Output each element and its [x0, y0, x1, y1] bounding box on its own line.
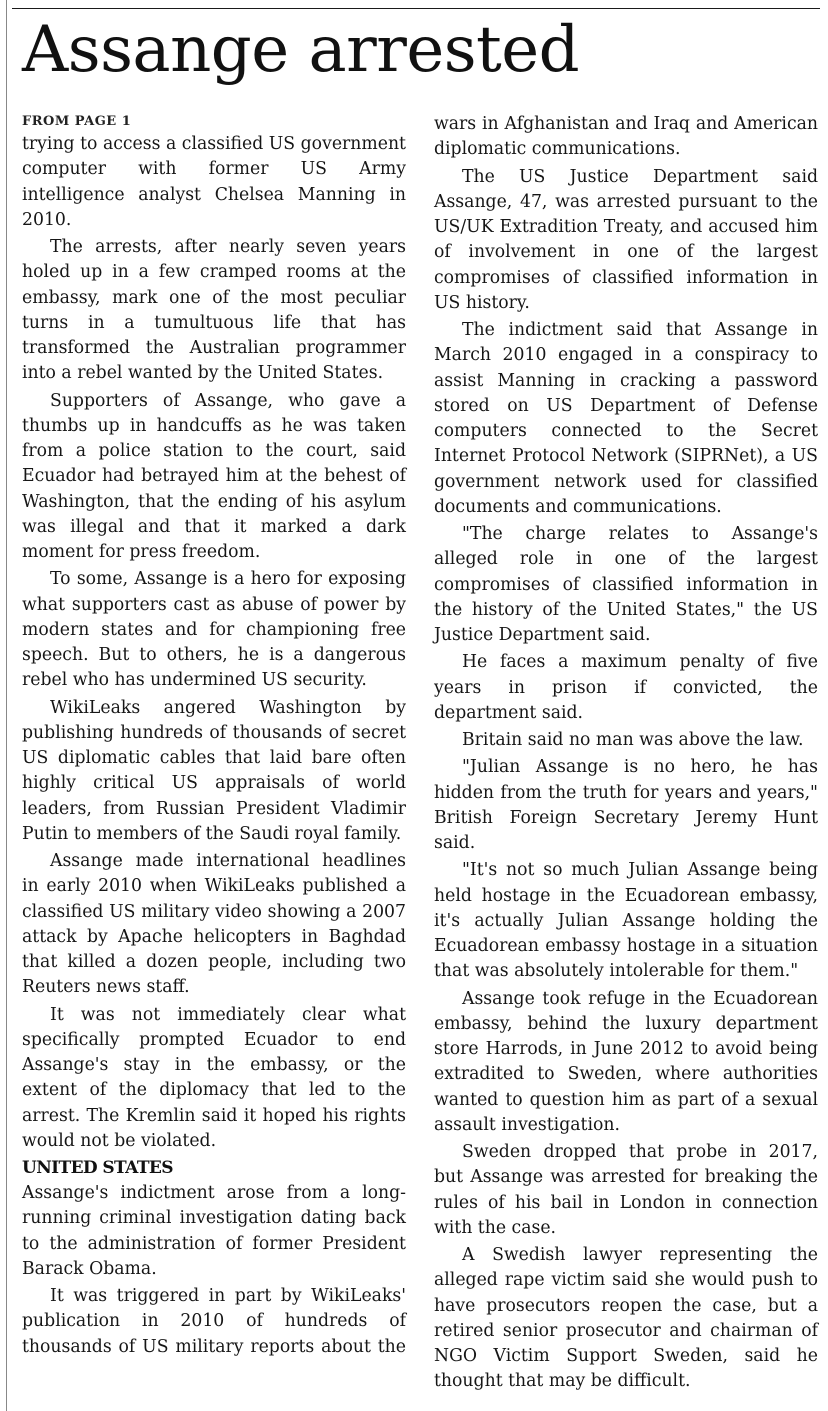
paragraph: Assange took refuge in the Ecuadorean embassy, behind the luxury department store Harrods, in June 2012 to avoid being extradited to Sweden, where authorities wanted to question him as part of a sexual assault investigation.: [434, 988, 818, 1135]
paragraph: To some, Assange is a hero for exposing what supporters cast as abuse of power by modern states and for championing free speech. But to others, he is a dangerous rebel who has undermined US security.: [22, 569, 406, 691]
paragraph: Supporters of Assange, who gave a thumbs up in handcuffs as he was taken from a police station to the court, said Ecuador had betrayed him at the behest of Washington, that the ending of his asylum was illegal and that it marked a dark moment for press freedom.: [22, 390, 406, 562]
paragraph: "The charge relates to Assange's alleged role in one of the largest compromises of classified information in the history of the United States," the US Justice Department said.: [434, 524, 818, 645]
paragraph: Britain said no man was above the law.: [462, 730, 804, 750]
paragraph: A Swedish lawyer representing the alleged rape victim said she would push to have prosecutors reopen the case, but a retired senior prosecutor and chairman of NGO Victim Support Sweden, said he thought that may be difficult.: [434, 1245, 818, 1392]
subhead: UNITED STATES: [22, 1158, 173, 1178]
paragraph: The US Justice Department said Assange, 47, was arrested pursuant to the US/UK Extradition Treaty, and accused him of involvement in one of the largest compromises of classified information in US history.: [434, 166, 818, 313]
paragraph: He faces a maximum penalty of five years in prison if convicted, the department said.: [434, 652, 818, 723]
paragraph: Assange made international headlines in early 2010 when WikiLeaks published a classified US military video showing a 2007 attack by Apache helicopters in Baghdad that killed a dozen people, including two Reuters news staff.: [22, 851, 406, 998]
paragraph: "Julian Assange is no hero, he has hidden from the truth for years and years," British Foreign Secretary Jeremy Hunt said.: [434, 757, 818, 853]
article-body: [22, 112, 818, 1402]
kicker: FROM PAGE 1: [22, 114, 132, 129]
paragraph: The indictment said that Assange in March 2010 engaged in a conspiracy to assist Manning in cracking a password stored on US Department of Defense computers connected to the Secret Internet Protocol Network (SIPRNet), a US government network used for classified documents and communications.: [434, 320, 818, 517]
paragraph: trying to access a classified US government computer with former US Army intelligence analyst Chelsea Manning in 2010.: [22, 134, 406, 230]
headline: Assange arrested: [22, 13, 580, 87]
left-column-rule: [6, 0, 7, 1411]
top-rule: [12, 8, 820, 9]
paragraph: It was not immediately clear what specifically prompted Ecuador to end Assange's stay in the embassy, or the extent of the diplomacy that led to the arrest. The Kremlin said it hoped his rights would not be violated.: [22, 1004, 406, 1151]
paragraph: Assange's indictment arose from a long-running criminal investigation dating back to the administration of former President Barack Obama.: [22, 1183, 406, 1279]
paragraph: "It's not so much Julian Assange being held hostage in the Ecuadorean embassy, it's actually Julian Assange holding the Ecuadorean embassy hostage in a situation that was absolutely intolerable for them.": [434, 860, 818, 982]
paragraph: The arrests, after nearly seven years holed up in a few cramped rooms at the embassy, mark one of the most peculiar turns in a tumultuous life that has transformed the Australian programmer into a rebel wanted by the United States.: [22, 237, 406, 384]
paragraph: Sweden dropped that probe in 2017, but Assange was arrested for breaking the rules of his bail in London in connection with the case.: [434, 1142, 818, 1238]
paragraph: It was triggered in part by WikiLeaks' publication in 2010 of hundreds of thousands of US military reports about the wars in Afghanistan and Iraq and American diplomatic communications.: [22, 114, 818, 1357]
paragraph: WikiLeaks angered Washington by publishing hundreds of thousands of secret US diplomatic cables that laid bare often highly critical US appraisals of world leaders, from Russian President Vladimir Putin to members of the Saudi royal family.: [22, 697, 406, 844]
